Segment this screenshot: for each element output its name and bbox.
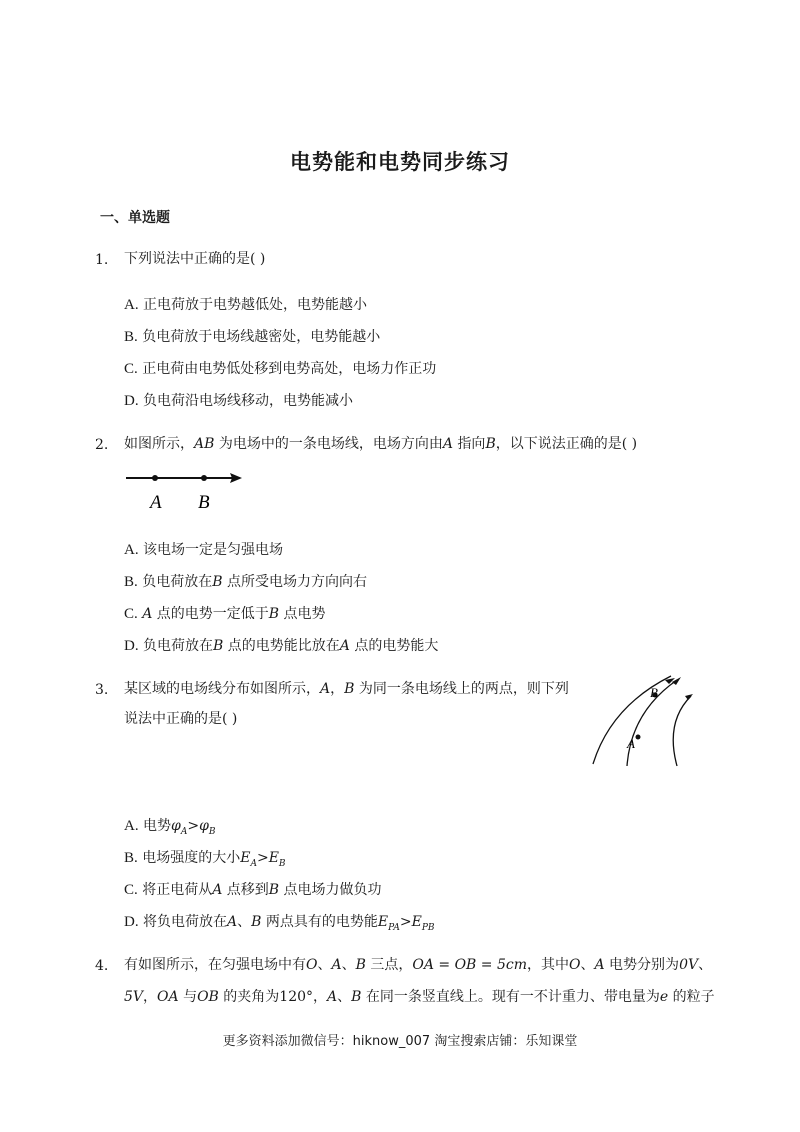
point-a-dot (152, 475, 158, 481)
question-1-number: 1. (95, 252, 109, 268)
question-2-number: 2. (95, 437, 109, 453)
page-title: 电势能和电势同步练习 (290, 150, 510, 174)
q1-option-c[interactable]: C. 正电荷由电势低处移到电势高处，电场力作正功 (124, 361, 437, 377)
fig-label-b: B (650, 685, 658, 700)
q2-option-a[interactable]: A. 该电场一定是匀强电场 (124, 542, 284, 558)
arrow-head-icon (685, 694, 693, 700)
q1-option-b[interactable]: B. 负电荷放于电场线越密处，电势能越小 (124, 329, 381, 345)
footer-note: 更多资料添加微信号：hiknow_007 淘宝搜索店铺：乐知课堂 (222, 1034, 578, 1049)
question-4-stem-line2: 5V，OA 与OB 的夹角为120°，A、B 在同一条竖直线上。现有一不计重力、带电量为e 的粒子 (124, 989, 715, 1005)
question-3-stem-line2: 说法中正确的是( ) (124, 711, 238, 727)
fig-label-a: A (627, 736, 635, 751)
q2-option-d[interactable]: D. 负电荷放在B 点的电势能比放在A 点的电势能大 (124, 638, 439, 654)
point-b-dot (201, 475, 207, 481)
question-2-stem: 如图所示，AB 为电场中的一条电场线，电场方向由A 指向B，以下说法正确的是( ) (124, 436, 638, 452)
q2-option-c[interactable]: C. A 点的电势一定低于B 点电势 (124, 606, 326, 622)
fig-label-b: B (198, 492, 210, 513)
arrow-head-icon (672, 677, 681, 685)
q1-option-d[interactable]: D. 负电荷沿电场线移动，电势能减小 (124, 393, 354, 409)
curved-field-lines-figure (585, 670, 703, 770)
question-3-number: 3. (95, 682, 109, 698)
q2-option-b[interactable]: B. 负电荷放在B 点所受电场力方向向右 (124, 574, 367, 590)
point-a-dot (636, 735, 641, 740)
section-heading: 一、单选题 (100, 210, 170, 226)
field-line-figure (120, 466, 250, 514)
question-4-stem-line1: 有如图所示，在匀强电场中有O、A、B 三点，OA = OB = 5cm，其中O、A 电势分别为0V、 (124, 957, 713, 973)
question-3-stem-line1: 某区域的电场线分布如图所示，A，B 为同一条电场线上的两点，则下列 (124, 681, 569, 697)
q1-option-a[interactable]: A. 正电荷放于电势越低处，电势能越小 (124, 297, 368, 313)
q3-option-c[interactable]: C. 将正电荷从A 点移到B 点电场力做负功 (124, 882, 382, 898)
q3-option-b[interactable]: B. 电场强度的大小$E_A>E_B$ (124, 850, 286, 869)
q3-option-d[interactable]: D. 将负电荷放在A、B 两点具有的电势能$E_{PA}>E_{PB}$ (124, 914, 435, 933)
question-1-stem: 下列说法中正确的是( ) (124, 251, 266, 267)
fig-label-a: A (150, 492, 162, 513)
q3-option-a[interactable]: A. 电势$\varphi_A>\varphi_B$ (124, 818, 216, 837)
question-4-number: 4. (95, 958, 109, 974)
field-line-inner (673, 696, 691, 766)
